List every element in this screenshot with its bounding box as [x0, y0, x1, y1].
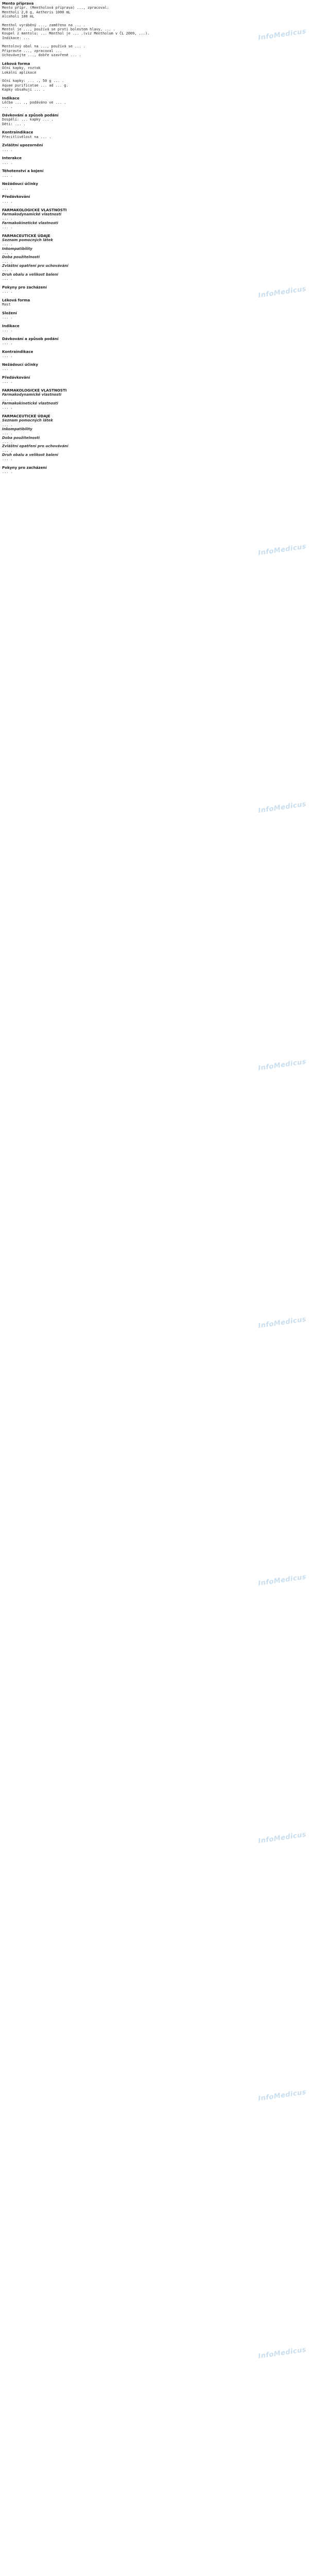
text-line: [2, 152, 306, 156]
watermark-logo: InfoMedicus: [258, 285, 307, 300]
text-line: [2, 92, 306, 96]
text-line: Připravte ..., zpracoval ...: [2, 48, 62, 53]
watermark-logo: InfoMedicus: [258, 2346, 307, 2361]
section-heading: Léková forma: [2, 61, 30, 66]
text-line: [2, 126, 306, 130]
text-line: [2, 319, 306, 324]
watermark-logo: InfoMedicus: [258, 1058, 307, 1073]
text-line: ... .: [2, 173, 13, 178]
text-line: ... .: [2, 277, 13, 281]
text-line: Oční kapky, roztok: [2, 66, 41, 71]
text-line: ... .: [2, 259, 13, 264]
section-heading: Předávkování: [2, 194, 30, 199]
text-line: Oční kapky: ... ., 50 g ... .: [2, 79, 64, 83]
section-heading: Pokyny pro zacházení: [2, 284, 47, 290]
text-line: [2, 165, 306, 169]
text-line: Léčba ... ., podáváno ve ... .: [2, 100, 66, 105]
watermark-logo: InfoMedicus: [258, 543, 307, 557]
section-heading: Těhotenství a kojení: [2, 168, 44, 174]
watermark-logo: InfoMedicus: [258, 1831, 307, 1845]
text-line: Koupel z mentolu: ... Menthol je ... .(viz Mentholum v ČL 2009, ...).: [2, 31, 150, 36]
text-line: Mentolový obal na ..., používá se ... .: [2, 44, 85, 49]
text-line: ... .: [2, 328, 13, 333]
text-line: [2, 294, 306, 298]
text-line: [2, 307, 306, 311]
text-line: ... .: [2, 147, 13, 152]
text-line: ... .: [2, 242, 13, 247]
watermark-logo: InfoMedicus: [258, 800, 307, 815]
watermark-logo: InfoMedicus: [258, 1573, 307, 1588]
subsection-heading: Farmakodynamické vlastnosti: [2, 212, 62, 216]
text-line: Dospělí: ... kapky ... .: [2, 117, 54, 122]
section-heading: FARMAKOLOGICKÉ VLASTNOSTI: [2, 207, 67, 212]
text-line: ... .: [2, 186, 13, 191]
text-line: Aquae purificatae ... ad ... g.: [2, 83, 68, 88]
subsection-heading: Zvláštní opatření pro uchovávání: [2, 263, 68, 268]
text-line: ... .: [2, 380, 13, 384]
text-line: Přecitlivělost na ... .: [2, 134, 52, 139]
text-line: [2, 359, 306, 363]
text-line: ... .: [2, 440, 13, 445]
subsection-heading: Doba použitelnosti: [2, 435, 40, 440]
subsection-heading: Zvláštní opatření pro uchovávání: [2, 444, 68, 449]
subsection-heading: Druh obalu a velikost balení: [2, 453, 58, 457]
text-line: ... .: [2, 431, 13, 436]
text-line: ... .: [2, 290, 13, 294]
section-heading: FARMACEUTICKÉ ÚDAJE: [2, 414, 50, 418]
subsection-heading: Doba použitelnosti: [2, 255, 40, 260]
text-line: [2, 57, 306, 61]
text-line: [2, 281, 306, 285]
text-line: ... .: [2, 225, 13, 229]
text-line: [2, 191, 306, 195]
watermark-logo: InfoMedicus: [258, 1315, 307, 1330]
section-heading: Indikace: [2, 323, 20, 328]
text-line: ... .: [2, 160, 13, 165]
text-line: [2, 19, 306, 23]
text-line: ... .: [2, 268, 13, 273]
text-line: ... .: [2, 199, 13, 204]
subsection-heading: Druh obalu a velikost balení: [2, 272, 58, 277]
section-heading: Dávkování a způsob podání: [2, 336, 59, 341]
text-line: Mast: [2, 302, 11, 307]
text-line: ... .: [2, 315, 13, 320]
subsection-heading: Seznam pomocných látek: [2, 238, 53, 242]
text-line: [2, 75, 306, 79]
text-line: ... .: [2, 422, 13, 427]
watermark-logo: InfoMedicus: [258, 2088, 307, 2103]
text-line: Indikace: ...: [2, 36, 30, 40]
text-line: [2, 139, 306, 143]
text-line: Uchovávejte ..., dobře uzavřené ... .: [2, 53, 81, 58]
text-line: Alcoholi 100 mL: [2, 14, 35, 19]
text-line: Děti: ... .: [2, 122, 26, 126]
section-heading: FARMAKOLOGICKÉ VLASTNOSTI: [2, 387, 67, 393]
subsection-heading: Farmakodynamické vlastnosti: [2, 393, 62, 397]
section-heading: Léková forma: [2, 297, 30, 302]
text-line: [2, 462, 306, 466]
text-line: [2, 346, 306, 350]
text-line: [2, 371, 306, 376]
subsection-heading: Farmakokinetické vlastnosti: [2, 221, 58, 225]
text-line: ... .: [2, 457, 13, 462]
text-line: ... .: [2, 470, 13, 474]
section-heading: Dávkování a způsob podání: [2, 112, 59, 117]
section-heading: Interakce: [2, 156, 22, 161]
text-line: ... .: [2, 397, 13, 401]
subsection-heading: Farmakokinetické vlastnosti: [2, 401, 58, 405]
section-heading: Nežádoucí účinky: [2, 181, 38, 187]
text-line: ... .: [2, 250, 13, 255]
text-line: ... .: [2, 216, 13, 221]
text-line: Mentholi 2,0 g, Aetheris 1000 mL: [2, 10, 71, 14]
section-heading: Pokyny pro zacházení: [2, 465, 47, 470]
text-line: Kapky obsahují ... .: [2, 87, 45, 92]
text-line: [2, 178, 306, 182]
subsection-heading: Seznam pomocných látek: [2, 418, 53, 423]
section-heading: Složení: [2, 310, 17, 315]
text-line: [2, 40, 306, 44]
subsection-heading: Inkompatibility: [2, 246, 32, 251]
subsection-heading: Inkompatibility: [2, 427, 32, 432]
section-heading: Nežádoucí účinky: [2, 362, 38, 367]
text-line: ... .: [2, 105, 13, 109]
section-heading: FARMACEUTICKÉ ÚDAJE: [2, 233, 50, 238]
text-line: ... .: [2, 341, 13, 346]
text-line: ... .: [2, 448, 13, 453]
section-heading: Zvláštní upozornění: [2, 143, 43, 148]
section-heading: Mento příprava: [2, 1, 34, 6]
text-line: ... .: [2, 367, 13, 371]
text-line: ... .: [2, 405, 13, 410]
document-body: [2, 2, 306, 474]
section-heading: Kontraindikace: [2, 349, 33, 354]
text-line: ... .: [2, 354, 13, 359]
section-heading: Kontraindikace: [2, 130, 33, 135]
watermark-logo: InfoMedicus: [258, 27, 307, 42]
text-line: Mento přípr. (Mentholová příprava) ..., zpracoval:: [2, 6, 109, 10]
section-heading: Indikace: [2, 95, 20, 100]
text-line: Lokální aplikace: [2, 70, 37, 75]
text-line: Menthol vyráběný ..., zaměřeno na ... .: [2, 23, 85, 27]
section-heading: Předávkování: [2, 375, 30, 380]
text-line: Mentol je ..., používá se proti bolestem hlavy, ... .: [2, 27, 115, 32]
